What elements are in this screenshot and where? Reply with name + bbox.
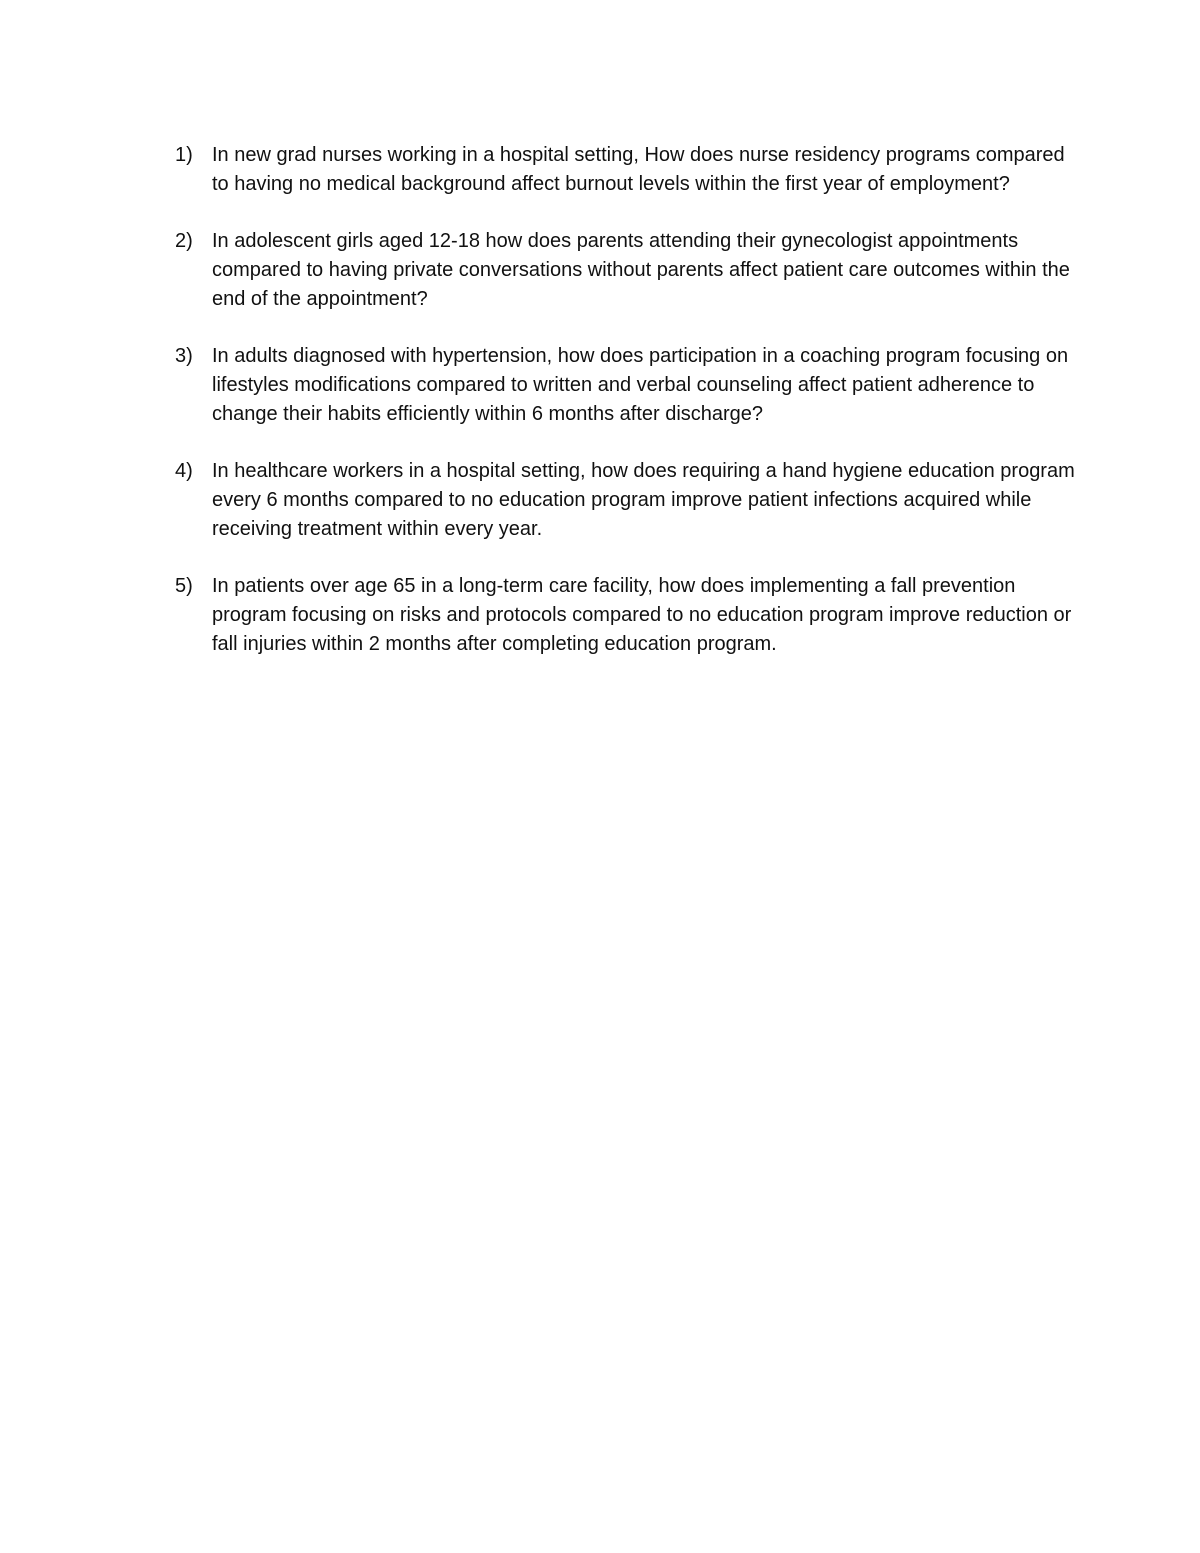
question-number: 3) xyxy=(175,345,193,367)
question-number: 5) xyxy=(175,575,193,597)
question-number: 4) xyxy=(175,460,193,482)
list-item xyxy=(175,457,1075,544)
list-item xyxy=(175,141,1075,199)
question-text: In adolescent girls aged 12-18 how does parents attending their gynecologist appointments compared to having private conversations without parents affect patient care outcomes within the end of the appointment? xyxy=(212,230,1070,310)
list-item xyxy=(175,572,1075,659)
question-text: In adults diagnosed with hypertension, how does participation in a coaching program focusing on lifestyles modifications compared to written and verbal counseling affect patient adherence to change their habits efficiently within 6 months after discharge? xyxy=(212,345,1069,425)
question-number: 2) xyxy=(175,230,193,252)
question-text: In healthcare workers in a hospital setting, how does requiring a hand hygiene education program every 6 months compared to no education program improve patient infections acquired while receiving treatment within every year. xyxy=(212,460,1075,540)
question-number: 1) xyxy=(175,144,193,166)
question-list xyxy=(175,141,1075,687)
list-item xyxy=(175,342,1075,429)
list-item xyxy=(175,227,1075,314)
question-text: In patients over age 65 in a long-term care facility, how does implementing a fall prevention program focusing on risks and protocols compared to no education program improve reduction or fall injuries within 2 months after completing education program. xyxy=(212,575,1072,655)
question-text: In new grad nurses working in a hospital setting, How does nurse residency programs compared to having no medical background affect burnout levels within the first year of employment? xyxy=(212,144,1065,195)
